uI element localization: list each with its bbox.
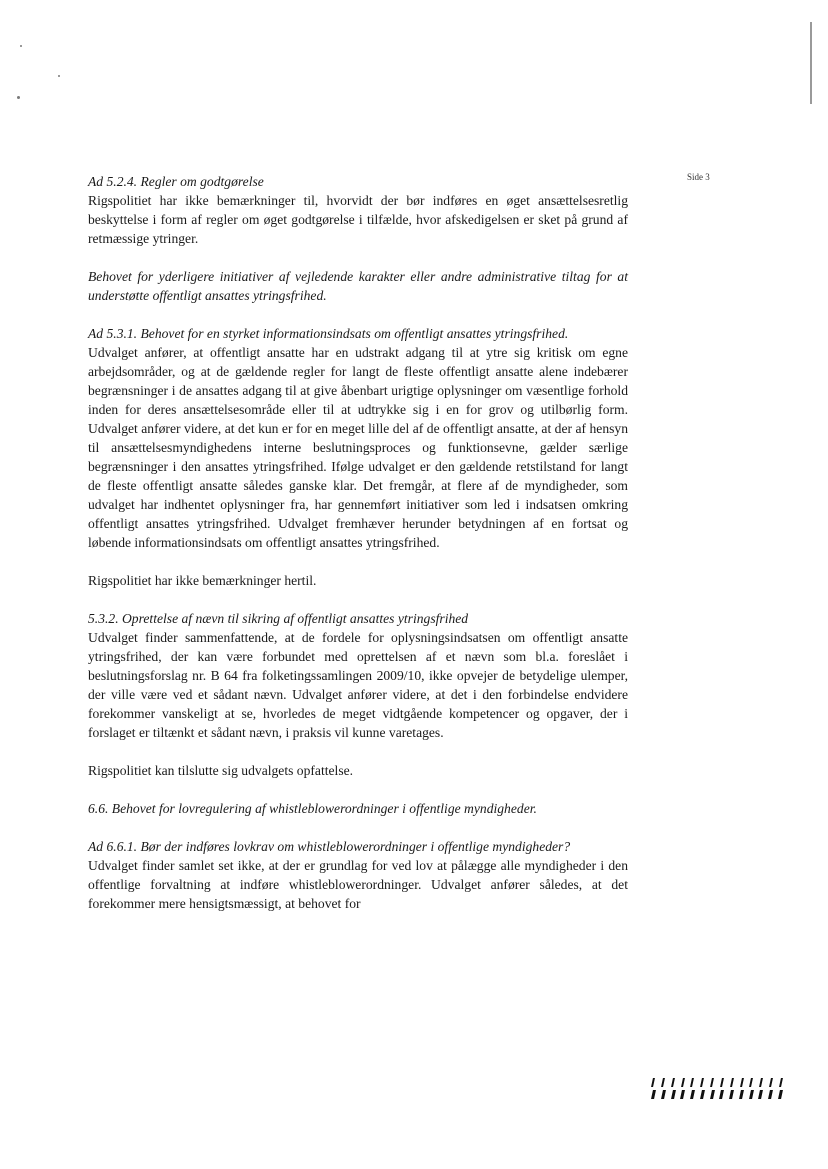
section-heading-5-3-1: Ad 5.3.1. Behovet for en styrket informationsindsats om offentligt ansattes ytringsfrihed. (88, 326, 569, 341)
barcode-image (652, 1078, 782, 1100)
scan-speck (20, 45, 22, 47)
section-heading-initiatives: Behovet for yderligere initiativer af vejledende karakter eller andre administrative tiltag for at understøtte offentligt ansattes ytringsfrihed. (88, 269, 628, 303)
barcode-bar (710, 1090, 715, 1099)
barcode-bar (661, 1078, 665, 1087)
barcode-bar (710, 1078, 714, 1087)
paragraph: Rigspolitiet har ikke bemærkninger hertil. (88, 573, 317, 588)
barcode-bar (651, 1090, 656, 1099)
section-heading-6-6: 6.6. Behovet for lovregulering af whistleblowerordninger i offentlige myndigheder. (88, 801, 537, 816)
barcode-bar (700, 1078, 704, 1087)
paragraph: Udvalget finder sammenfattende, at de fordele for oplysningsindsatsen om offentligt ansatte ytringsfrihed, der kan være forbundet med oprettelsen af et nævn som bl.a. foreslået i beslutningsforslag nr. B 64 fra folketingssamlingen 2009/10, ikke opvejer de betydelige ulemper, der ville være ved et sådant nævn. Udvalget anfører videre, at det i den forbindelse endvidere forekommer vanskeligt at se, hvorledes de meget vidtgående kompetencer og opgaver, der i forslaget er tiltænkt et sådant nævn, i praksis vil kunne varetages. (88, 630, 628, 740)
barcode-bar (690, 1078, 694, 1087)
scan-speck (17, 96, 20, 99)
document-body (88, 172, 628, 913)
paragraph: Rigspolitiet har ikke bemærkninger til, hvorvidt der bør indføres en øget ansættelsesretlig beskyttelse i form af regler om øget godtgørelse i tilfælde, hvor afskedigelsen er sket på grund af retmæssige ytringer. (88, 193, 628, 246)
section-heading-5-3-2: 5.3.2. Oprettelse af nævn til sikring af offentligt ansattes ytringsfrihed (88, 611, 469, 626)
barcode-bar (700, 1090, 705, 1099)
paragraph: Udvalget finder samlet set ikke, at der er grundlag for ved lov at pålægge alle myndigheder i den offentlige forvaltning at indføre whistleblowerordninger. Udvalget anfører således, at det forekommer mere hensigtsmæssigt, at behovet for (88, 858, 628, 911)
scan-edge-line (810, 22, 812, 104)
section-heading-6-6-1: Ad 6.6.1. Bør der indføres lovkrav om whistleblowerordninger i offentlige myndigheder? (88, 839, 571, 854)
barcode-bar (661, 1090, 666, 1099)
barcode-bar (681, 1078, 685, 1087)
paragraph: Rigspolitiet kan tilslutte sig udvalgets opfattelse. (88, 763, 354, 778)
barcode-bar (739, 1090, 744, 1099)
barcode-bar (769, 1078, 773, 1087)
barcode-bar (740, 1078, 744, 1087)
barcode-bar (680, 1090, 685, 1099)
barcode-bar (671, 1090, 676, 1099)
barcode-bar (768, 1090, 773, 1099)
barcode-bar (719, 1090, 724, 1099)
barcode-bar (749, 1090, 754, 1099)
barcode-bar (779, 1078, 783, 1087)
page-number: Side 3 (687, 172, 710, 182)
barcode-bar (759, 1078, 763, 1087)
section-heading-5-2-4: Ad 5.2.4. Regler om godtgørelse (88, 174, 264, 189)
barcode-bar (651, 1078, 655, 1087)
scan-speck (58, 75, 60, 77)
barcode-bar (720, 1078, 724, 1087)
barcode-bar (690, 1090, 695, 1099)
barcode-bar (778, 1090, 783, 1099)
barcode-bar (729, 1090, 734, 1099)
barcode-bar (758, 1090, 763, 1099)
paragraph: Udvalget anfører, at offentligt ansatte har en udstrakt adgang til at ytre sig kritisk om egne arbejdsområder, og at de gældende regler for langt de fleste offentligt ansatte alene indebærer begrænsninger i de ansattes adgang til at give åbenbart urigtige oplysninger om væsentlige forhold inden for deres ansættelsesområde eller til at udtrykke sig i en for grov og utilbørlig form. Udvalget anfører videre, at det kun er for en meget lille del af de offentligt ansatte, at der af hensyn til ansættelsesmyndighedens interne beslutningsproces og funktionsevne, gælder særlige begrænsninger i den ansattes ytringsfrihed. Ifølge udvalget er den gældende retstilstand for langt de fleste offentligt ansatte således ganske klar. Det fremgår, at flere af de myndigheder, som udvalget har indhentet oplysninger fra, har gennemført initiativer som led i indsatsen omkring offentligt ansattes ytringsfrihed. Udvalget fremhæver herunder betydningen af en fortsat og løbende informationsindsats om offentligt ansattes ytringsfrihed. (88, 345, 628, 550)
barcode-bar (749, 1078, 753, 1087)
barcode-bar (671, 1078, 675, 1087)
barcode-bar (730, 1078, 734, 1087)
